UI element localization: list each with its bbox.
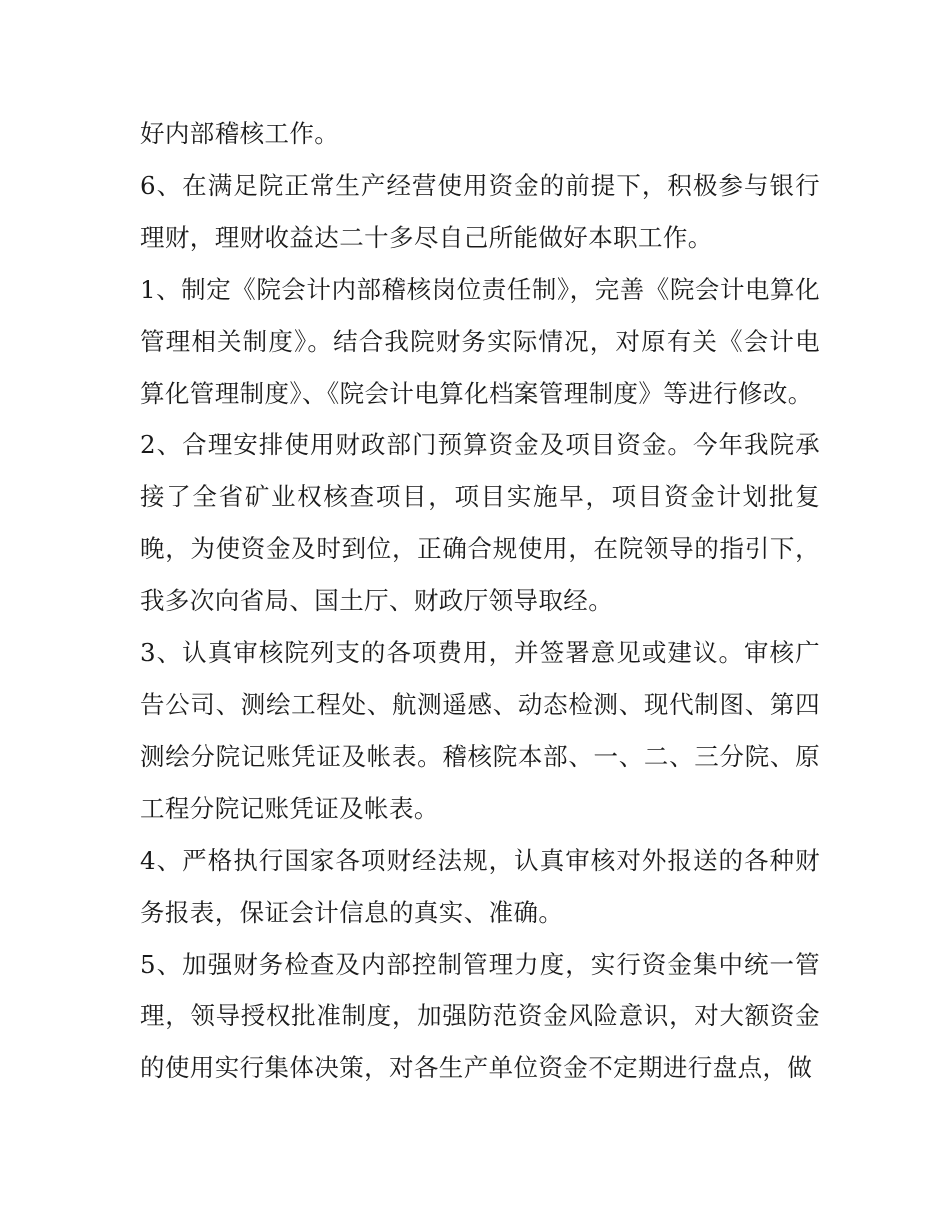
document-body <box>140 108 820 1094</box>
paragraph-item-4: 4、严格执行国家各项财经法规，认真审核对外报送的各种财务报表，保证会计信息的真实、准确。 <box>140 845 820 927</box>
paragraph-item-1: 1、制定《院会计内部稽核岗位责任制》，完善《院会计电算化管理相关制度》。结合我院财务实际情况，对原有关《会计电算化管理制度》、《院会计电算化档案管理制度》等进行修改。 <box>140 274 820 408</box>
paragraph-item-3: 3、认真审核院列支的各项费用，并签署意见或建议。审核广告公司、测绘工程处、航测遥感、动态检测、现代制图、第四测绘分院记账凭证及帐表。稽核院本部、一、二、三分院、原工程分院记账凭证及帐表。 <box>140 638 820 823</box>
paragraph-item-6: 6、在满足院正常生产经营使用资金的前提下，积极参与银行理财，理财收益达二十多尽自己所能做好本职工作。 <box>140 170 820 252</box>
paragraph-item-2: 2、合理安排使用财政部门预算资金及项目资金。今年我院承接了全省矿业权核查项目，项目实施早，项目资金计划批复晚，为使资金及时到位，正确合规使用，在院领导的指引下，我多次向省局、国土厅、财政厅领导取经。 <box>140 430 820 616</box>
paragraph-continuation: 好内部稽核工作。 <box>140 119 340 148</box>
paragraph-item-5: 5、加强财务检查及内部控制管理力度，实行资金集中统一管理，领导授权批准制度，加强防范资金风险意识，对大额资金的使用实行集体决策，对各生产单位资金不定期进行盘点，做 <box>140 949 820 1083</box>
